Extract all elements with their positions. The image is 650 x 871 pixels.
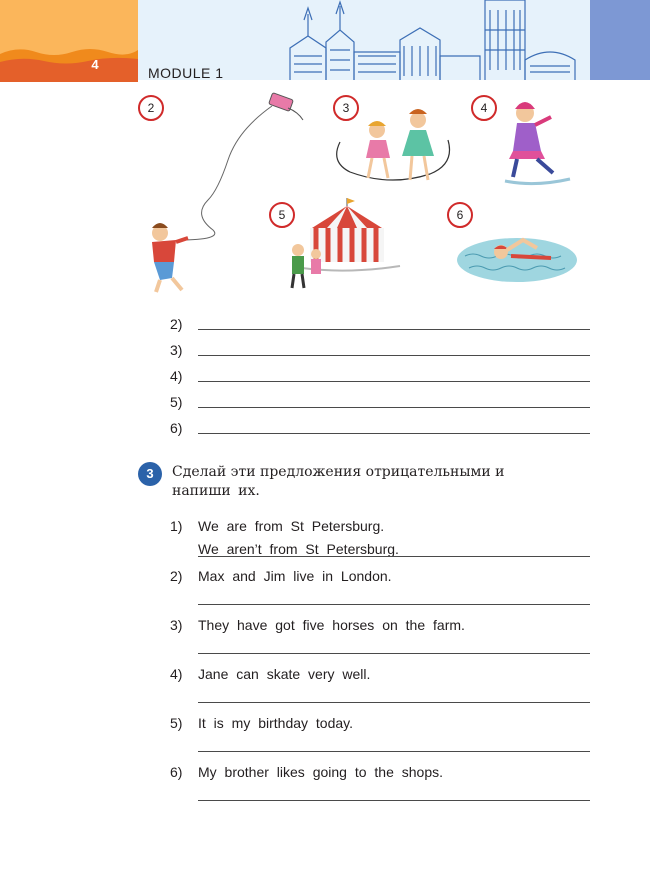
module-label: MODULE 1: [148, 65, 224, 81]
skating-girl-icon: [495, 95, 580, 190]
picture-number-badge: 6: [447, 202, 473, 228]
answer-line[interactable]: [198, 329, 590, 330]
picture-number-badge: 2: [138, 95, 164, 121]
answer-number: 3): [170, 342, 183, 358]
sentence-number: 6): [170, 764, 183, 780]
circus-icon: [272, 198, 422, 298]
sentence-text: They have got five horses on the farm.: [198, 617, 465, 633]
answer-line[interactable]: [198, 355, 590, 356]
sentence-number: 3): [170, 617, 183, 633]
answer-line[interactable]: [198, 556, 590, 557]
answer-number: 4): [170, 368, 183, 384]
answer-number: 5): [170, 394, 183, 410]
sentence-number: 5): [170, 715, 183, 731]
exercise-number-badge: 3: [138, 462, 162, 486]
page-number: 4: [91, 57, 99, 72]
exercise-instruction-line-2: напиши их.: [172, 483, 260, 499]
answer-number: 2): [170, 316, 183, 332]
picture-number-badge: 4: [471, 95, 497, 121]
header-blue-band: [590, 0, 650, 80]
sentence-text: Max and Jim live in London.: [198, 568, 392, 584]
exercise-instruction-line-1: Сделай эти предложения отрицательными и: [172, 464, 505, 480]
answer-line[interactable]: [198, 653, 590, 654]
answer-sample-text: We aren’t from St Petersburg.: [198, 541, 399, 557]
sentence-number: 1): [170, 518, 183, 534]
picture-number-badge: 5: [269, 202, 295, 228]
answer-line[interactable]: [198, 702, 590, 703]
swimmer-icon: [455, 218, 580, 288]
answer-line[interactable]: [198, 381, 590, 382]
orange-wave-decoration: [0, 40, 138, 82]
sentence-text: It is my birthday today.: [198, 715, 354, 731]
picture-number-badge: 3: [333, 95, 359, 121]
answer-line[interactable]: [198, 604, 590, 605]
sentence-text: Jane can skate very well.: [198, 666, 371, 682]
answer-number: 6): [170, 420, 183, 436]
answer-line[interactable]: [198, 407, 590, 408]
skipping-girls-icon: [330, 92, 460, 192]
sentence-number: 4): [170, 666, 183, 682]
city-skyline-illustration: [280, 0, 590, 80]
sentence-number: 2): [170, 568, 183, 584]
sentence-text: My brother likes going to the shops.: [198, 764, 444, 780]
answer-line[interactable]: [198, 433, 590, 434]
sentence-text: We are from St Petersburg.: [198, 518, 385, 534]
answer-line[interactable]: [198, 751, 590, 752]
answer-line[interactable]: [198, 800, 590, 801]
